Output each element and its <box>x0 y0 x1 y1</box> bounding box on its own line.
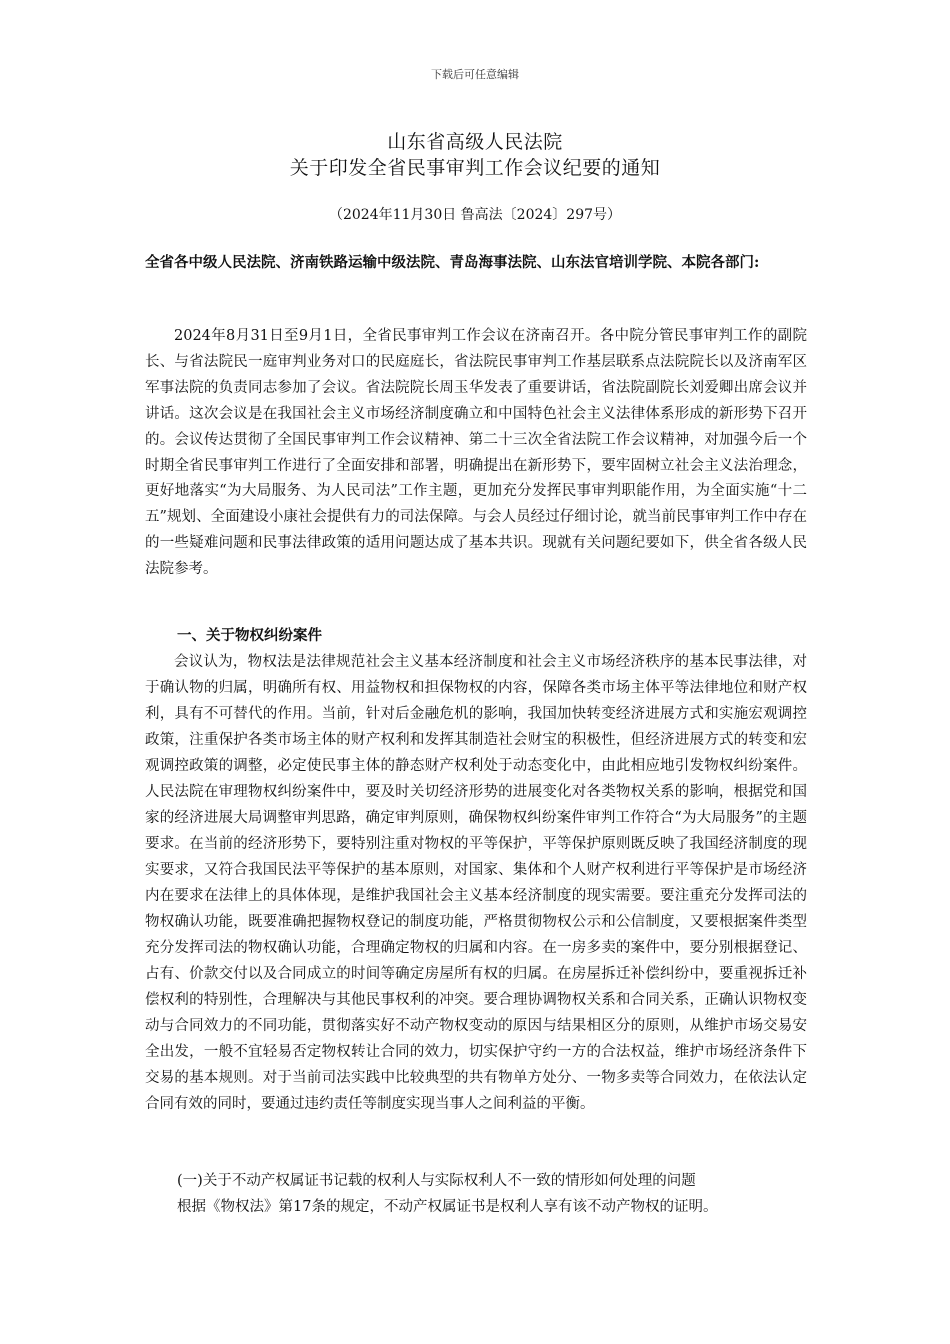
subsection-paragraph: 根据《物权法》第17条的规定，不动产权属证书是权利人享有该不动产物权的证明。 <box>177 1199 718 1215</box>
section-paragraph: 会议认为，物权法是法律规范社会主义基本经济制度和社会主义市场经济秩序的基本民事法律，对于确认物的归属，明确所有权、用益物权和担保物权的内容，保障各类市场主体平等法律地位和财产权利，具有不可替代的作用。当前，针对后金融危机的影响，我国加快转变经济进展方式和实施宏观调控政策，注重保护各类市场主体的财产权利和发挥其制造社会财宝的积极性，但经济进展方式的转变和宏观调控政策的调整，必定使民事主体的静态财产权利处于动态变化中，由此相应地引发物权纠纷案件。人民法院在审理物权纠纷案件中，要及时关切经济形势的进展变化对各类物权关系的影响，根据党和国家的经济进展大局调整审判思路，确定审判原则，确保物权纠纷案件审判工作符合“为大局服务”的主题要求。在当前的经济形势下，要特别注重对物权的平等保护，平等保护原则既反映了我国经济制度的现实要求，又符合我国民法平等保护的基本原则，对国家、集体和个人财产权利进行平等保护是市场经济内在要求在法律上的具体体现，是维护我国社会主义基本经济制度的现实需要。要注重充分发挥司法的物权确认功能，既要准确把握物权登记的制度功能，严格贯彻物权公示和公信制度，又要根据案件类型充分发挥司法的物权确认功能，合理确定物权的归属和内容。在一房多卖的案件中，要分别根据登记、占有、价款交付以及合同成立的时间等确定房屋所有权的归属。在房屋拆迁补偿纠纷中，要重视拆迁补偿权利的特别性，合理解决与其他民事权利的冲突。要合理协调物权关系和合同关系，正确认识物权变动与合同效力的不同功能，贯彻落实好不动产物权变动的原因与结果相区分的原则，从维护市场交易安全出发，一般不宜轻易否定物权转让合同的效力，切实保护守约一方的合法权益，维护市场经济条件下交易的基本规则。对于当前司法实践中比较典型的共有物单方处分、一物多卖等合同效力，在依法认定合同有效的同时，要通过违约责任等制度实现当事人之间利益的平衡。 <box>145 654 807 1112</box>
subsection-heading: (一)关于不动产权属证书记载的权利人与实际权利人不一致的情形如何处理的问题 <box>177 1173 696 1189</box>
title-line-1: 山东省高级人民法院 <box>387 131 563 153</box>
section-heading: 一、关于物权纠纷案件 <box>177 627 322 644</box>
title-line-2: 关于印发全省民事审判工作会议纪要的通知 <box>289 157 661 179</box>
intro-paragraph: 2024年8月31日至9月1日，全省民事审判工作会议在济南召开。各中院分管民事审判工作的副院长、与省法院民一庭审判业务对口的民庭庭长，省法院民事审判工作基层联系点法院院长以及济南军区军事法院的负责同志参加了会议。省法院院长周玉华发表了重要讲话，省法院副院长刘爱卿出席会议并讲话。这次会议是在我国社会主义市场经济制度确立和中国特色社会主义法律体系形成的新形势下召开的。会议传达贯彻了全国民事审判工作会议精神、第二十三次全省法院工作会议精神，对加强今后一个时期全省民事审判工作进行了全面安排和部署，明确提出在新形势下，要牢固树立社会主义法治理念，更好地落实“为大局服务、为人民司法”工作主题，更加充分发挥民事审判职能作用，为全面实施“十二五”规划、全面建设小康社会提供有力的司法保障。与会人员经过仔细讨论，就当前民事审判工作中存在的一些疑难问题和民事法律政策的适用问题达成了基本共识。现就有关问题纪要如下，供全省各级人民法院参考。 <box>145 328 807 578</box>
addressee: 全省各中级人民法院、济南铁路运输中级法院、青岛海事法院、山东法官培训学院、本院各部门: <box>145 254 760 271</box>
header-note: 下载后可任意编辑 <box>431 68 519 81</box>
document-number: （2024年11月30日 鲁高法〔2024〕297号） <box>328 207 622 223</box>
